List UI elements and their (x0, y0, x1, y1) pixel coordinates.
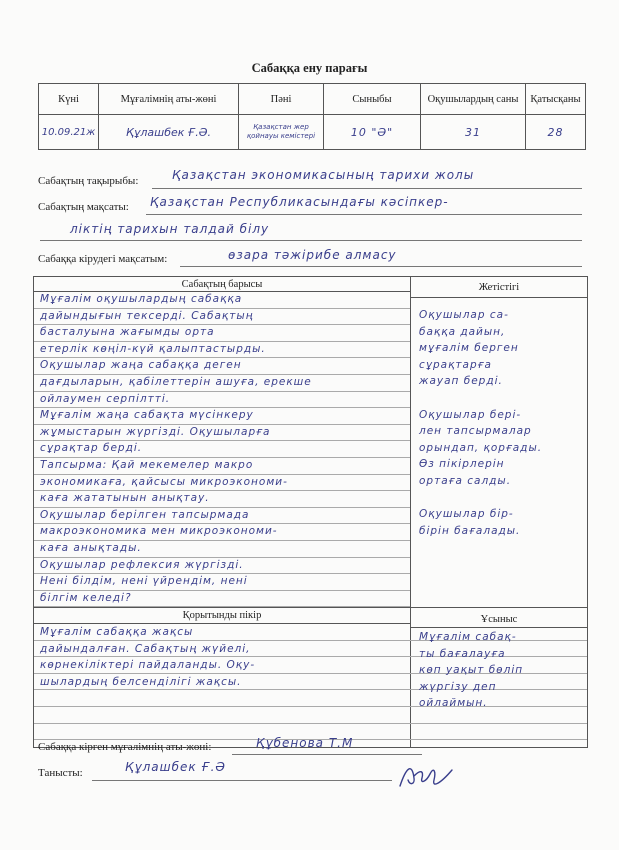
suggestion-line: ойлаймын. (419, 697, 488, 710)
achievements-text (419, 307, 585, 539)
cell-class: 10 "Ә" (324, 115, 421, 150)
acquainted-value: Құлашбек Ғ.Ә (125, 760, 226, 774)
achievements-header: Жетістігі (478, 282, 520, 293)
achievement-line (419, 390, 585, 407)
progress-line: Оқушылар берілген тапсырмада (40, 508, 250, 521)
visitor-label: Сабаққа кірген мұғалімнің аты-жөні: (38, 741, 212, 753)
progress-line: дайындығын тексерді. Сабақтың (40, 309, 254, 322)
progress-line: Мұғалім жаңа сабақта мүсінкеру (40, 409, 254, 422)
achievement-line (419, 490, 585, 507)
sheet-title: Сабаққа ену парағы (251, 61, 368, 75)
header-date: Күні (39, 84, 99, 115)
conclusion-line: шылардың белсенділігі жақсы. (40, 675, 242, 688)
header-subject: Пәні (239, 84, 324, 115)
progress-line: етерлік көңіл-күй қалыптастырды. (40, 342, 266, 355)
info-table-row (39, 115, 586, 150)
conclusion-text (40, 624, 408, 690)
suggestion-line: Мұғалім сабақ- (419, 631, 517, 643)
conclusion-line: Мұғалім сабаққа жақсы (40, 626, 194, 638)
goal-value-2: ліктің тарихын талдай білу (70, 222, 270, 236)
ruled-line (34, 723, 587, 724)
conclusion-line: дайындалған. Сабақтың жүйелі, (40, 642, 251, 655)
header-students: Оқушылардың саны (421, 84, 526, 115)
info-table-header-row (39, 84, 586, 115)
goal-value-1: Қазақстан Республикасындағы кәсіпкер- (150, 195, 449, 209)
progress-line: экономикаға, қайсысы микроэкономи- (40, 475, 288, 488)
progress-line: каға анықтады. (40, 541, 142, 554)
progress-line: жұмыстарын жүргізді. Оқушыларға (40, 425, 271, 438)
achievement-line: Өз пікірлерін (419, 458, 505, 471)
achievement-line: сұрақтарға (419, 358, 492, 371)
header-teacher: Мұғалімнің аты-жөні (99, 84, 239, 115)
topic-label: Сабақтың тақырыбы: (38, 175, 139, 187)
progress-line: Нені білдім, нені үйрендім, нені (40, 575, 248, 588)
achievement-line: ортаға салды. (419, 474, 512, 487)
progress-line: Оқушылар рефлексия жүргізді. (40, 558, 244, 571)
progress-line: каға жататынын анықтау. (40, 492, 210, 505)
cell-date: 10.09.21ж (39, 115, 99, 150)
goal-label: Сабақтың мақсаты: (38, 201, 129, 213)
visitor-value: Құбенова Т.М (256, 736, 354, 750)
conclusion-header: Қорытынды пікір (182, 610, 262, 621)
suggestion-line: жүргізу деп (419, 680, 497, 693)
suggestion-line: ты бағалауға (419, 647, 506, 660)
cell-attended: 28 (526, 115, 586, 150)
achievement-line: орындап, қорғады. (419, 441, 543, 454)
header-attended: Қатысқаны (526, 84, 586, 115)
cell-teacher: Құлашбек Ғ.Ә. (99, 115, 239, 150)
progress-line: Оқушылар жаңа сабаққа деген (40, 359, 242, 372)
signature-image (396, 758, 456, 792)
topic-line (152, 188, 582, 189)
info-table (38, 83, 586, 150)
goal-line-2 (40, 240, 582, 241)
achievement-line: мұғалім берген (419, 342, 519, 355)
visitor-goal-value: өзара тәжірибе алмасу (228, 248, 397, 262)
achievement-line: лен тапсырмалар (419, 425, 532, 438)
progress-line: білгім келеді? (40, 591, 132, 604)
achievements-header-line (411, 297, 587, 298)
achievement-line: Оқушылар бері- (419, 408, 522, 421)
suggestion-header: Ұсыныс (480, 614, 518, 625)
progress-text (40, 291, 408, 606)
progress-line: ойлаумен серпілтті. (40, 392, 171, 405)
suggestion-text (419, 629, 585, 712)
progress-line: макроэкономика мен микроэкономи- (40, 525, 278, 538)
suggestion-line: көп уақыт бөліп (419, 664, 524, 677)
conclusion-divider (34, 607, 587, 608)
observation-grid (33, 276, 588, 748)
goal-line-1 (146, 214, 582, 215)
progress-line: дағдыларын, қабілеттерін ашуға, ерекше (40, 375, 312, 388)
progress-line: Мұғалім оқушылардың сабаққа (40, 293, 243, 305)
visitor-goal-line (180, 266, 582, 267)
cell-subject: Қазақстан жер қойнауы кемістері (239, 115, 324, 150)
achievement-line: Оқушылар са- (419, 309, 509, 321)
header-class: Сыныбы (324, 84, 421, 115)
achievement-line: жауап берді. (419, 375, 503, 388)
acquainted-label: Танысты: (38, 767, 83, 779)
cell-students: 31 (421, 115, 526, 150)
progress-line: сұрақтар берді. (40, 442, 143, 455)
visitor-line (232, 754, 422, 755)
achievement-line: баққа дайын, (419, 325, 506, 338)
acquainted-line (92, 780, 392, 781)
achievement-line: бірін бағалады. (419, 524, 521, 537)
visitor-goal-label: Сабаққа кірудегі мақсатым: (38, 253, 168, 265)
progress-line: басталуына жағымды орта (40, 326, 215, 339)
conclusion-line: көрнекіліктері пайдаланды. Оқу- (40, 659, 256, 672)
achievement-line: Оқушылар бір- (419, 508, 514, 521)
topic-value: Қазақстан экономикасының тарихи жолы (172, 168, 475, 182)
progress-line: Тапсырма: Қай мекемелер макро (40, 458, 254, 471)
progress-header: Сабақтың барысы (181, 279, 263, 290)
